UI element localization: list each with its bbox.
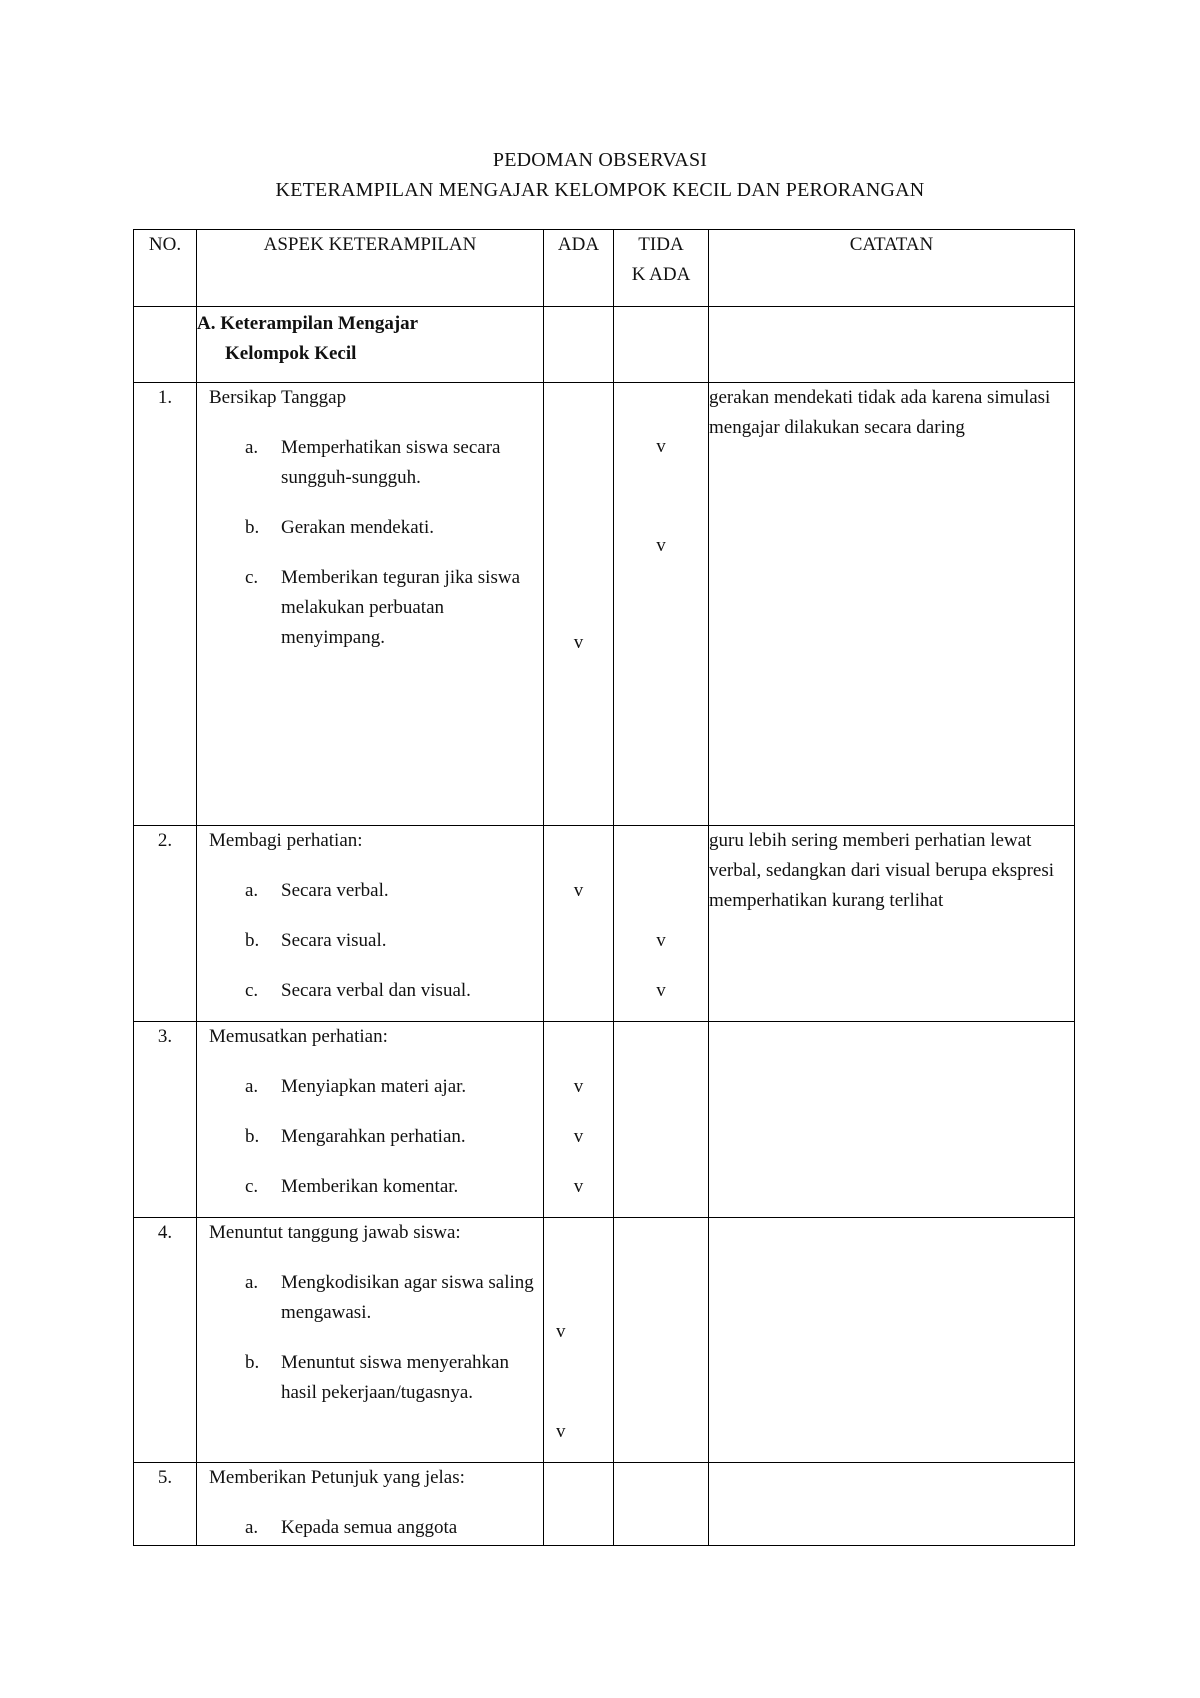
aspek-cell bbox=[197, 1218, 544, 1463]
item-title: Memusatkan perhatian: bbox=[209, 1026, 388, 1047]
title-line-1: PEDOMAN OBSERVASI bbox=[492, 149, 708, 171]
list-item: a. Menyiapkan materi ajar. bbox=[245, 1076, 467, 1097]
document-title bbox=[0, 145, 1200, 205]
catatan-cell bbox=[709, 1463, 1075, 1546]
list-item: b. Gerakan mendekati. bbox=[245, 517, 434, 538]
row-number: 2. bbox=[134, 826, 197, 1022]
table-row bbox=[134, 1022, 1075, 1218]
table-row bbox=[134, 1463, 1075, 1546]
item-title: Bersikap Tanggap bbox=[209, 387, 347, 408]
check-mark: v bbox=[556, 1321, 566, 1342]
ada-cell bbox=[544, 1218, 614, 1463]
row-number: 1. bbox=[134, 383, 197, 826]
aspek-cell bbox=[197, 1463, 544, 1546]
catatan-cell: gerakan mendekati tidak ada karena simulasi mengajar dilakukan secara daring bbox=[709, 383, 1075, 826]
check-mark: v bbox=[656, 535, 666, 556]
table-row bbox=[134, 1218, 1075, 1463]
check-mark: v bbox=[656, 980, 666, 1001]
ada-cell bbox=[544, 383, 614, 826]
row-number: 5. bbox=[134, 1463, 197, 1546]
check-mark: v bbox=[656, 436, 666, 457]
list-item: a. Mengkodisikan agar siswa saling mengawasi. bbox=[245, 1272, 534, 1323]
title-line-2: KETERAMPILAN MENGAJAR KELOMPOK KECIL DAN PERORANGAN bbox=[275, 179, 925, 201]
check-mark: v bbox=[573, 880, 584, 901]
list-item: a. Memperhatikan siswa secara sungguh-sungguh. bbox=[245, 437, 501, 488]
header-row bbox=[134, 230, 1075, 307]
list-item: c. Memberikan komentar. bbox=[245, 1176, 459, 1197]
item-title: Memberikan Petunjuk yang jelas: bbox=[209, 1467, 465, 1488]
row-number: 3. bbox=[134, 1022, 197, 1218]
ada-cell bbox=[544, 1022, 614, 1218]
table-row bbox=[134, 826, 1075, 1022]
list-item: b. Mengarahkan perhatian. bbox=[245, 1126, 466, 1147]
list-item: b. Secara visual. bbox=[245, 930, 387, 951]
list-item: c. Secara verbal dan visual. bbox=[245, 980, 471, 1001]
header-no: NO. bbox=[134, 230, 197, 307]
section-row bbox=[134, 307, 1075, 383]
check-mark: v bbox=[573, 1076, 584, 1097]
observation-table bbox=[133, 229, 1075, 1546]
aspek-cell bbox=[197, 1022, 544, 1218]
header-tidak-ada: TIDA K ADA bbox=[614, 230, 709, 307]
tidak-ada-cell bbox=[614, 383, 709, 826]
header-aspek: ASPEK KETERAMPILAN bbox=[197, 230, 544, 307]
table-row bbox=[134, 383, 1075, 826]
header-ada: ADA bbox=[544, 230, 614, 307]
check-mark: v bbox=[573, 1176, 584, 1197]
list-item: a. Secara verbal. bbox=[245, 880, 389, 901]
list-item: b. Menuntut siswa menyerahkan hasil pekerjaan/tugasnya. bbox=[245, 1352, 509, 1403]
aspek-cell bbox=[197, 826, 544, 1022]
check-mark: v bbox=[573, 632, 584, 653]
item-title: Membagi perhatian: bbox=[209, 830, 363, 851]
check-mark: v bbox=[573, 1126, 584, 1147]
tidak-ada-cell bbox=[614, 826, 709, 1022]
row-number: 4. bbox=[134, 1218, 197, 1463]
catatan-cell bbox=[709, 1022, 1075, 1218]
check-mark: v bbox=[656, 930, 666, 951]
list-item: a. Kepada semua anggota bbox=[245, 1517, 458, 1538]
check-mark: v bbox=[556, 1421, 566, 1442]
ada-cell bbox=[544, 826, 614, 1022]
list-item: c. Memberikan teguran jika siswa melakukan perbuatan menyimpang. bbox=[245, 567, 521, 648]
header-catatan: CATATAN bbox=[709, 230, 1075, 307]
item-title: Menuntut tanggung jawab siswa: bbox=[209, 1222, 461, 1243]
aspek-cell bbox=[197, 383, 544, 826]
catatan-cell bbox=[709, 1218, 1075, 1463]
section-title: A. Keterampilan Mengajar Kelompok Kecil bbox=[197, 307, 544, 383]
catatan-cell: guru lebih sering memberi perhatian lewat verbal, sedangkan dari visual berupa ekspresi memperhatikan kurang terlihat bbox=[709, 826, 1075, 1022]
